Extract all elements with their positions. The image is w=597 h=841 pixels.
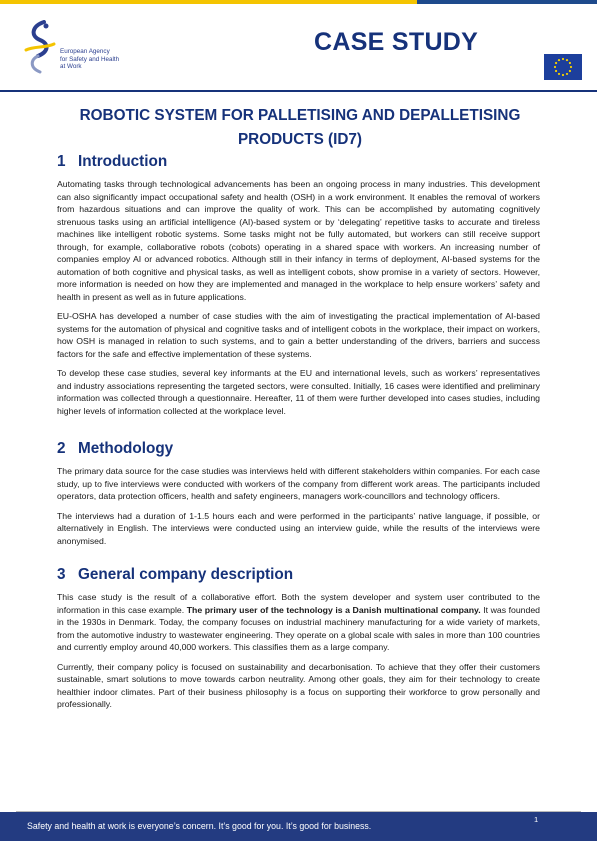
section-title: Methodology: [78, 440, 174, 457]
main-content: [57, 152, 540, 718]
flag-star: [555, 62, 557, 64]
flag-star: [558, 73, 560, 75]
paragraph-text: This case study is the result of a collaborative effort. Both the system developer and system user contributed to the information in this case example.: [57, 592, 540, 615]
section-company-description: [57, 565, 540, 711]
title-line: ROBOTIC SYSTEM FOR PALLETISING AND DEPALLETISING: [79, 107, 521, 124]
paragraph: [57, 591, 540, 654]
agency-name-line: European Agency: [60, 48, 110, 55]
section-title: General company description: [78, 566, 294, 583]
section-introduction: [57, 152, 540, 417]
section-methodology: [57, 439, 540, 547]
eu-flag-icon: [544, 54, 582, 80]
section-heading: [57, 565, 540, 585]
paragraph: EU-OSHA has developed a number of case studies with the aim of investigating the practical implementation of AI-based systems for the automation of physical and cognitive tasks and of intelligent cobots in the workplace, their impact on workers, how OSH is managed in relation to such systems, and to gain a better understanding of the drivers, barriers and success factors for the safe and effective implementation of these systems.: [57, 311, 540, 359]
flag-star: [569, 70, 571, 72]
agency-name-line: for Safety and Health: [60, 55, 120, 63]
paragraph-text: It was founded in the 1930s in Denmark. Today, the company focuses on industrial machinery manufacturing for a wide variety of markets, from the automotive industry to wastewater engineering. They operate on a global scale with sales in more than 100 countries and currently employ around 40,000 workers. This classifies them as a large company.: [57, 604, 541, 652]
section-title: Introduction: [78, 153, 168, 170]
page-header: [0, 4, 597, 88]
section-number: 2: [57, 440, 66, 457]
paragraph: The primary data source for the case studies was interviews held with different stakeholders within companies. For each case study, up to five interviews were conducted with workers of the company from different work areas. The participants included operators, data protection officers, health and safety engineers, managers work-councillors and technology officers.: [57, 466, 540, 501]
page-number: 1: [534, 815, 539, 824]
section-number: 3: [57, 566, 66, 583]
header-divider: [0, 90, 597, 92]
paragraph-emphasis: The primary user of the technology is a Danish multinational company.: [186, 604, 481, 615]
flag-star: [554, 66, 556, 68]
flag-star: [566, 59, 568, 61]
flag-star: [570, 66, 572, 68]
section-number: 1: [57, 153, 66, 170]
document-type-label: CASE STUDY: [314, 28, 479, 56]
agency-name: [60, 48, 144, 71]
section-heading: [57, 152, 540, 172]
title-line: PRODUCTS (ID7): [237, 131, 363, 148]
agency-logo: [24, 20, 144, 82]
footer-slogan: Safety and health at work is everyone’s concern. It’s good for you. It’s good for business.: [27, 821, 372, 831]
flag-star: [562, 58, 564, 60]
flag-star: [566, 73, 568, 75]
paragraph: Currently, their company policy is focused on sustainability and decarbonisation. To achieve that they offer their customers sustainable, smart solutions to move towards carbon neutrality. Among other goals, they aim for their technology to create healthier indoor climates. Part of their business philosophy is a focus on supporting their workforce to grow personally and professionally.: [57, 661, 540, 709]
eu-osha-logo-icon: [24, 20, 58, 78]
flag-star: [558, 59, 560, 61]
paragraph: The interviews had a duration of 1-1.5 hours each and were performed in the participants’ native language, if possible, or alternatively in English. The interviews were conducted using an interview guide, while the results of the interviews were anonymised.: [57, 510, 540, 546]
document-title: [30, 104, 570, 152]
section-heading: [57, 439, 540, 459]
flag-star: [569, 62, 571, 64]
agency-name-line: at Work: [60, 63, 82, 71]
paragraph: Automating tasks through technological advancements has been an ongoing process in many industries. This development can also significantly impact occupational safety and health (OSH) in a work environment. It enables the removal of workers from hazardous situations and can improve the quality of work. This can be accomplished by automating cognitively strenuous tasks using an artificial intelligence (AI)-based system or by ‘delegating’ repetitive tasks to accurate and tireless machines like intelligent robotic systems. Some tasks might not be fully automated, but workers can still receive support through, for example, collaborative robots (cobots) operating in a shared space with workers. An increasing number of companies employ AI or advanced robotics. Although still in their infancy in terms of deployment, AI-based systems for the automation of both cognitive and physical tasks, as well as intelligent cobots, show promise in a variety of sectors. However, more information is needed on how they are implemented and managed in the workplace to help ensure workers’ safety and health in present as well as in future applications.: [57, 179, 540, 302]
flag-star: [562, 74, 564, 76]
paragraph: To develop these case studies, several key informants at the EU and international levels, such as workers’ representatives and industry associations representing the targeted sectors, were consulted. Initially, 16 cases were identified and preliminary information was collected through a questionnaire. Hereafter, 11 of them were further developed into cases studies, including higher levels of information collected at the workplace level.: [57, 368, 540, 416]
flag-star: [555, 70, 557, 72]
